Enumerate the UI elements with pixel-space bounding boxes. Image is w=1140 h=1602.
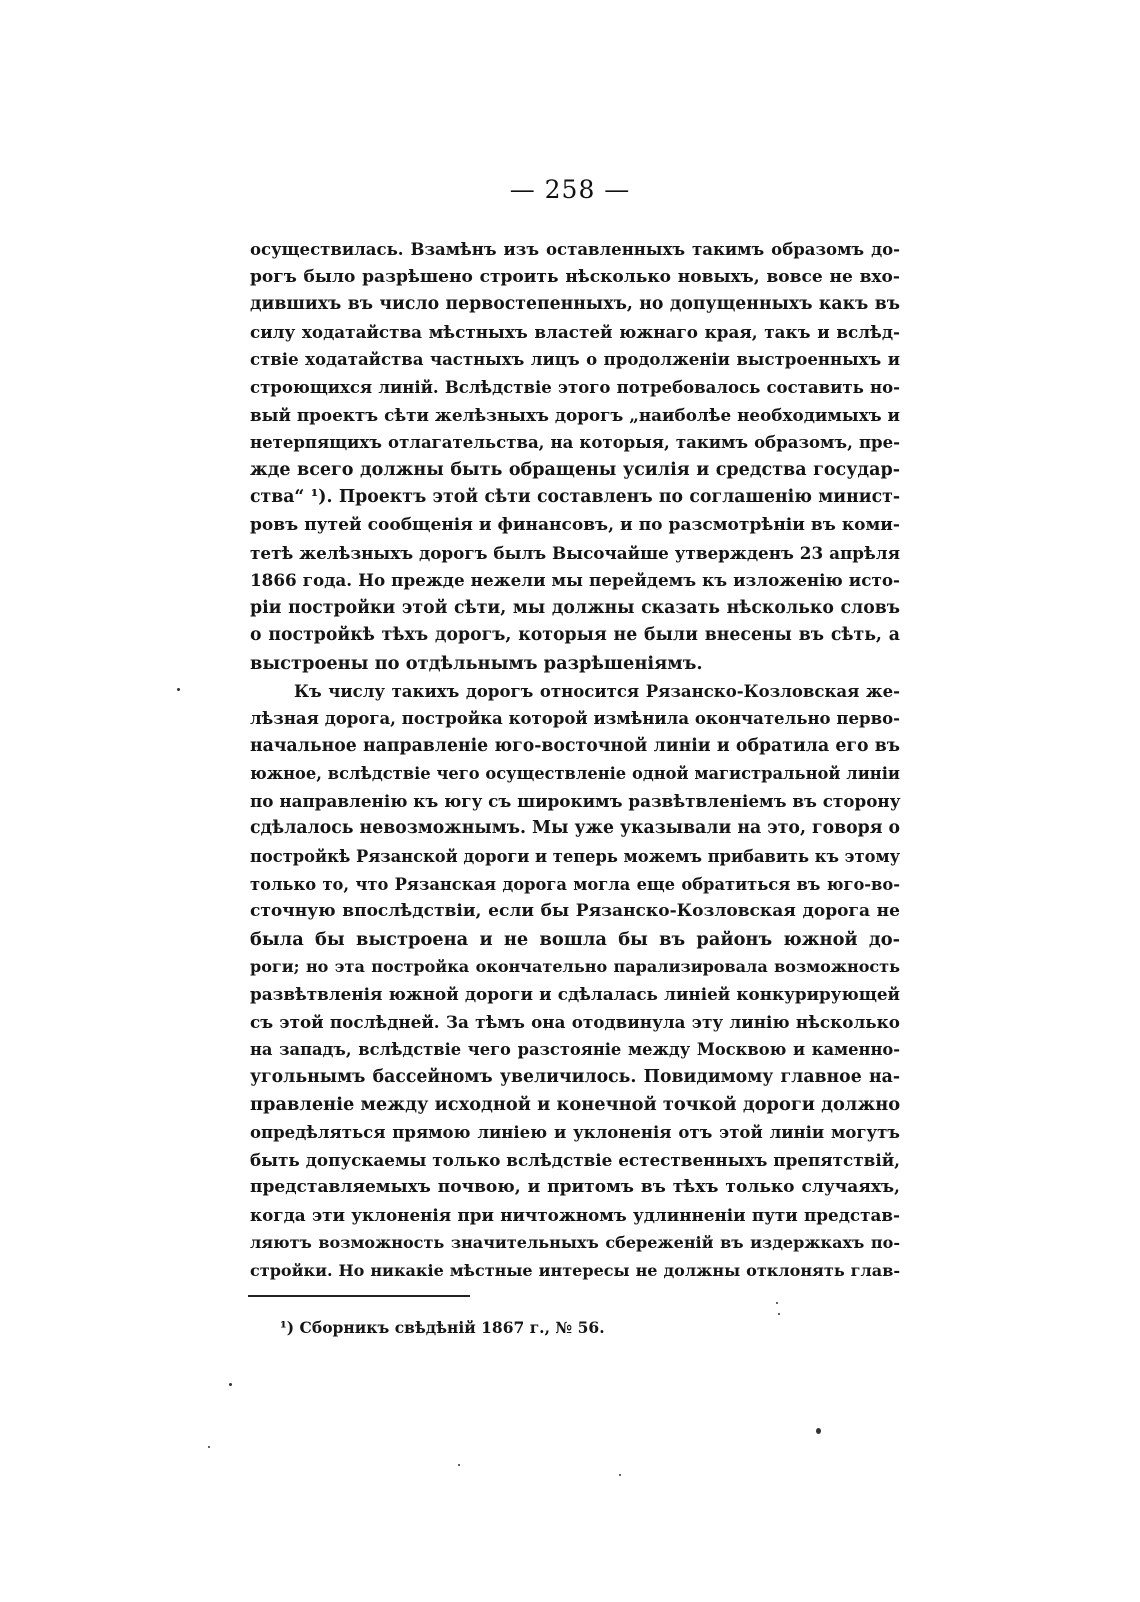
scan-speck bbox=[229, 1383, 232, 1386]
text-line: правленіе между исходной и конечной точкой дороги должно bbox=[250, 1094, 901, 1116]
scan-speck bbox=[816, 1428, 821, 1434]
text-line: рогъ было разрѣшено строить нѣсколько новыхъ, вовсе не вхо- bbox=[250, 266, 900, 287]
text-line: 1866 года. Но прежде нежели мы перейдемъ къ изложенію исто- bbox=[250, 570, 900, 591]
text-line: дившихъ въ число первостепенныхъ, но допущенныхъ какъ въ bbox=[250, 294, 900, 315]
text-line: роги; но эта постройка окончательно парализировала возможность bbox=[250, 957, 900, 977]
text-line: стройки. Но никакіе мѣстные интересы не должны отклонять глав- bbox=[250, 1260, 900, 1280]
text-line: лѣзная дорога, постройка которой измѣнила окончательно перво- bbox=[250, 708, 900, 729]
text-line: ства“ ¹). Проектъ этой сѣти составленъ по соглашенію минист- bbox=[250, 487, 900, 508]
text-line: развѣтвленія южной дороги и сдѣлалась линіей конкурирующей bbox=[250, 984, 900, 1005]
footnote-divider bbox=[248, 1295, 470, 1297]
text-line: съ этой послѣдней. За тѣмъ она отодвинула эту линію нѣсколько bbox=[250, 1011, 900, 1032]
text-line: на западъ, вслѣдствіе чего разстояніе между Москвою и каменно- bbox=[250, 1040, 900, 1060]
text-line: о постройкѣ тѣхъ дорогъ, которыя не были внесены въ сѣть, а bbox=[250, 625, 900, 646]
text-line: ровъ путей сообщенія и финансовъ, и по разсмотрѣніи въ коми- bbox=[250, 514, 900, 535]
text-line: ляютъ возможность значительныхъ сбереженій въ издержкахъ по- bbox=[250, 1233, 900, 1253]
text-line: опредѣляться прямою линіею и уклоненія отъ этой линіи могутъ bbox=[250, 1122, 900, 1142]
text-line: представляемыхъ почвою, и притомъ въ тѣхъ только случаяхъ, bbox=[250, 1177, 900, 1198]
text-line: сточную впослѣдствіи, если бы Рязанско-Козловская дорога не bbox=[250, 901, 900, 922]
scan-speck bbox=[778, 1313, 780, 1315]
body-text bbox=[250, 236, 900, 1285]
footnote: ¹) Сборникъ свѣдѣній 1867 г., № 56. bbox=[280, 1318, 605, 1337]
text-line: постройкѣ Рязанской дороги и теперь можемъ прибавить къ этому bbox=[250, 847, 901, 867]
text-line: южное, вслѣдствіе чего осуществленіе одной магистральной линіи bbox=[250, 764, 900, 784]
text-line: выстроены по отдѣльнымъ разрѣшеніямъ. bbox=[250, 652, 703, 674]
text-line: ріи постройки этой сѣти, мы должны сказать нѣсколько словъ bbox=[250, 597, 900, 618]
scan-speck bbox=[458, 1464, 460, 1466]
page-number: — 258 — bbox=[509, 175, 631, 204]
scan-speck bbox=[619, 1474, 621, 1476]
text-line: когда эти уклоненія при ничтожномъ удлинненіи пути представ- bbox=[250, 1204, 900, 1225]
scan-speck bbox=[208, 1446, 210, 1448]
text-line: жде всего должны быть обращены усилія и средства государ- bbox=[250, 459, 900, 480]
text-line: быть допускаемы только вслѣдствіе естественныхъ препятствій, bbox=[250, 1149, 900, 1170]
text-line: нетерпящихъ отлагательства, на которыя, такимъ образомъ, пре- bbox=[250, 432, 900, 453]
text-line: осуществилась. Взамѣнъ изъ оставленныхъ такимъ образомъ до- bbox=[250, 239, 900, 259]
text-line: начальное направленіе юго-восточной линіи и обратила его въ bbox=[250, 735, 900, 756]
text-line: только то, что Рязанская дорога могла еще обратиться въ юго-во- bbox=[250, 874, 900, 894]
paragraph-start-line: Къ числу такихъ дорогъ относится Рязанско-Козловская же- bbox=[294, 680, 900, 701]
text-line: ствіе ходатайства частныхъ лицъ о продолженіи выстроенныхъ и bbox=[250, 349, 900, 370]
text-line: по направленію къ югу съ широкимъ развѣтвленіемъ въ сторону bbox=[250, 790, 901, 811]
text-line: была бы выстроена и не вошла бы въ районъ южной до- bbox=[250, 928, 900, 950]
text-line: угольнымъ бассейномъ увеличилось. Повидимому главное на- bbox=[250, 1066, 900, 1087]
text-line: тетѣ желѣзныхъ дорогъ былъ Высочайше утвержденъ 23 апрѣля bbox=[250, 542, 900, 563]
scan-speck bbox=[776, 1302, 778, 1304]
text-line: строющихся линій. Вслѣдствіе этого потребовалось составить но- bbox=[250, 376, 900, 397]
text-line: вый проектъ сѣти желѣзныхъ дорогъ „наиболѣе необходимыхъ и bbox=[250, 404, 900, 425]
text-line: силу ходатайства мѣстныхъ властей южнаго края, такъ и вслѣд- bbox=[250, 321, 900, 342]
text-line: сдѣлалось невозможнымъ. Мы уже указывали на это, говоря о bbox=[250, 818, 901, 839]
scan-speck bbox=[177, 688, 180, 691]
